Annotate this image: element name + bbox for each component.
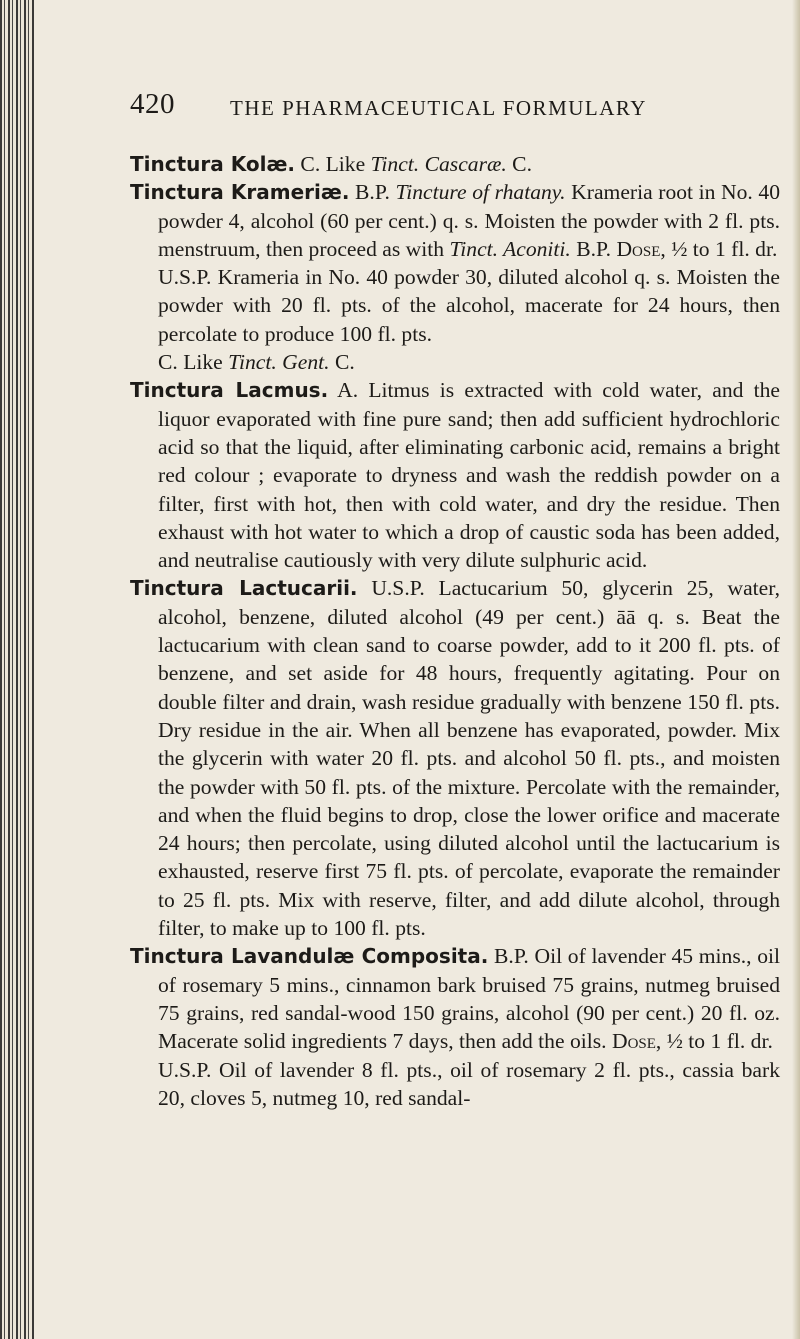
dose-label: Dose, [611,1029,662,1054]
entry-heading: Tinctura Krameriæ. [130,180,350,205]
entry-tinctura-kolae: Tinctura Kolæ. C. Like Tinct. Cascaræ. C. [130,152,532,176]
dose-label: Dose, [616,236,666,261]
entry-heading: Tinctura Lavandulæ Composita. [130,944,489,969]
page-header [130,88,780,128]
page-edge-shadow [792,0,800,1339]
entry-lavandulae-usp: U.S.P. Oil of lavender 8 fl. pts., oil of rosemary 2 fl. pts., cassia bark 20, cloves 5, nutmeg 10, red sandal- [158,1057,780,1110]
entry-heading: Tinctura Lactucarii. [130,576,358,601]
entry-krameriae-c: C. Like Tinct. Gent. C. [158,350,355,375]
entry-tinctura-krameriae: Tinctura Krameriæ. B.P. Tincture of rhatany. Krameria root in No. 40 powder 4, alcohol (60 per cent.) q. s. Moisten the powder with 2 fl. pts. menstruum, then proceed as with Tinct. Aconiti. B.P. Dose, ½ to 1 fl. dr. [130,180,780,261]
page-body [130,150,780,1112]
entry-krameriae-usp: U.S.P. Krameria in No. 40 powder 30, diluted alcohol q. s. Moisten the powder with 20 fl. pts. of the alcohol, macerate for 24 hours, then percolate to produce 100 fl. pts. [158,265,780,346]
book-spine-edge [0,0,34,1339]
page-number: 420 [130,88,175,120]
entry-tinctura-lavandulae-composita: Tinctura Lavandulæ Composita. B.P. Oil of lavender 45 mins., oil of rosemary 5 mins., cinnamon bark bruised 75 grains, nutmeg bruised 75 grains, red sandal-wood 150 grains, alcohol (90 per cent.) 20 fl. oz. Macerate solid ingredients 7 days, then add the oils. Dose, ½ to 1 fl. dr. [130,944,780,1054]
entry-tinctura-lactucarii: Tinctura Lactucarii. U.S.P. Lactucarium 50, glycerin 25, water, alcohol, benzene, diluted alcohol (49 per cent.) āā q. s. Beat the lactucarium with clean sand to coarse powder, add to it 200 fl. pts. of benzene, and set aside for 48 hours, frequently agitating. Pour on double filter and drain, wash residue gradually with benzene 150 fl. pts. Dry residue in the air. When all benzene has evaporated, powder. Mix the glycerin with water 20 fl. pts. and alcohol 50 fl. pts., and moisten the powder with 50 fl. pts. of the mixture. Percolate with the remainder, and when the fluid begins to drop, close the lower orifice and macerate 24 hours; then percolate, using diluted alcohol until the lactucarium is exhausted, reserve first 75 fl. pts. of percolate, evaporate the remainder to 25 fl. pts. Mix with reserve, filter, and add dilute alcohol, through filter, to make up to 100 fl. pts. [130,576,780,941]
entry-heading: Tinctura Kolæ. [130,152,296,176]
entry-tinctura-lacmus: Tinctura Lacmus. A. Litmus is extracted with cold water, and the liquor evaporated with fine pure sand; then add sufficient hydrochloric acid so that the liquid, after eliminating carbonic acid, remains a bright red colour ; evaporate to dryness and wash the reddish powder on a filter, first with hot, then with cold water, and dry the residue. Then exhaust with hot water to which a drop of caustic soda has been added, and neutralise cautiously with very dilute sulphuric acid. [130,378,780,573]
running-head: THE PHARMACEUTICAL FORMULARY [230,96,647,120]
entry-heading: Tinctura Lacmus. [130,378,329,403]
